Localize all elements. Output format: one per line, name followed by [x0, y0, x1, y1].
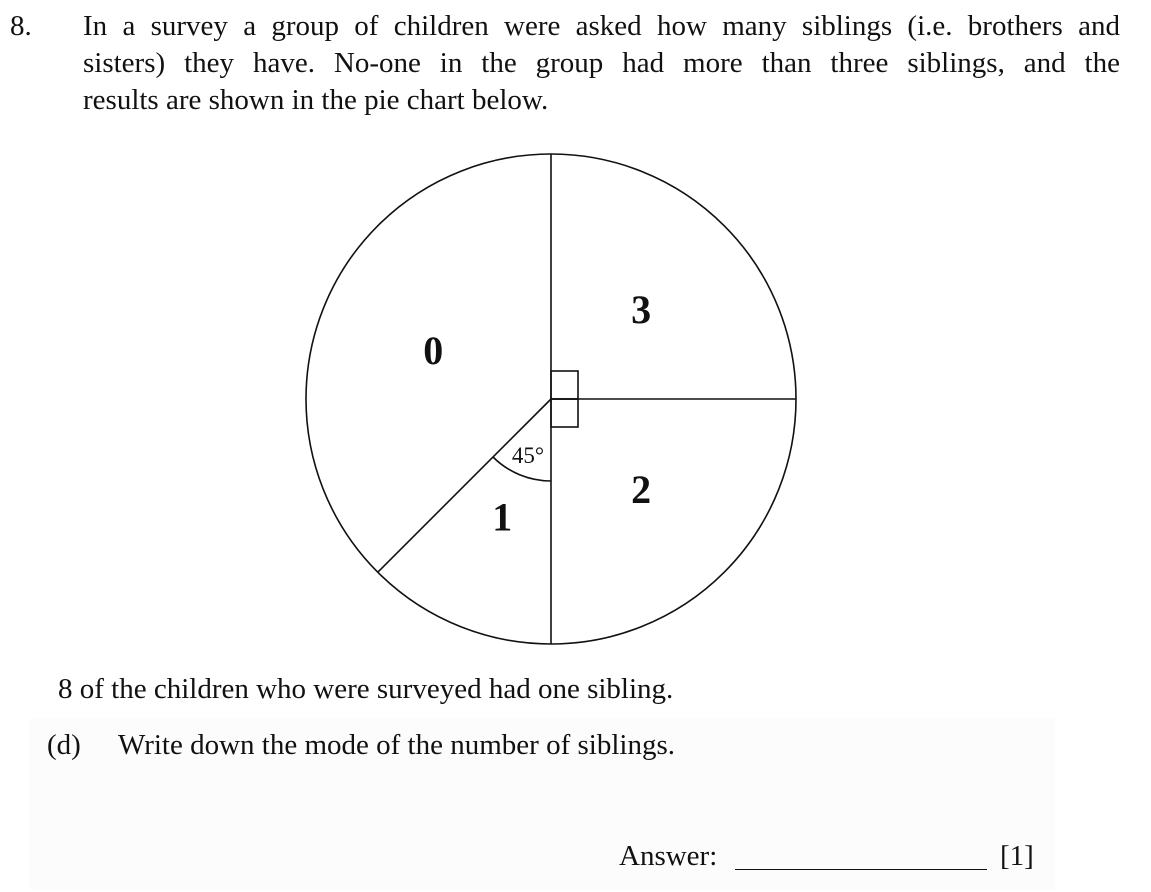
- question-text-line-1: In a survey a group of children were asked how many siblings (i.e. brothers and: [83, 10, 1120, 42]
- part-question: Write down the mode of the number of siblings.: [118, 729, 675, 761]
- pie-radii: [378, 154, 796, 644]
- right-angle-marker-upper: [551, 371, 578, 399]
- answer-line[interactable]: [735, 869, 987, 870]
- right-angle-marker-lower: [551, 399, 578, 427]
- angle-annotation: 45°: [511, 443, 545, 468]
- question-text-line-2: sisters) they have. No-one in the group had more than three siblings, and the: [83, 47, 1120, 79]
- answer-label: Answer:: [619, 840, 718, 872]
- given-information: 8 of the children who were surveyed had one sibling.: [58, 673, 674, 705]
- pie-slice-boundary: [378, 399, 551, 572]
- pie-slice-label: 1: [492, 494, 513, 540]
- part-label: (d): [47, 729, 81, 761]
- marks-allocation: [1]: [1000, 840, 1034, 872]
- pie-slice-label: 3: [631, 286, 652, 332]
- question-text-line-3: results are shown in the pie chart below.: [83, 84, 549, 116]
- pie-slice-label: 2: [631, 467, 652, 513]
- pie-slice-label: 0: [423, 328, 444, 374]
- question-number: 8.: [10, 10, 32, 42]
- right-angle-marker: [551, 371, 578, 427]
